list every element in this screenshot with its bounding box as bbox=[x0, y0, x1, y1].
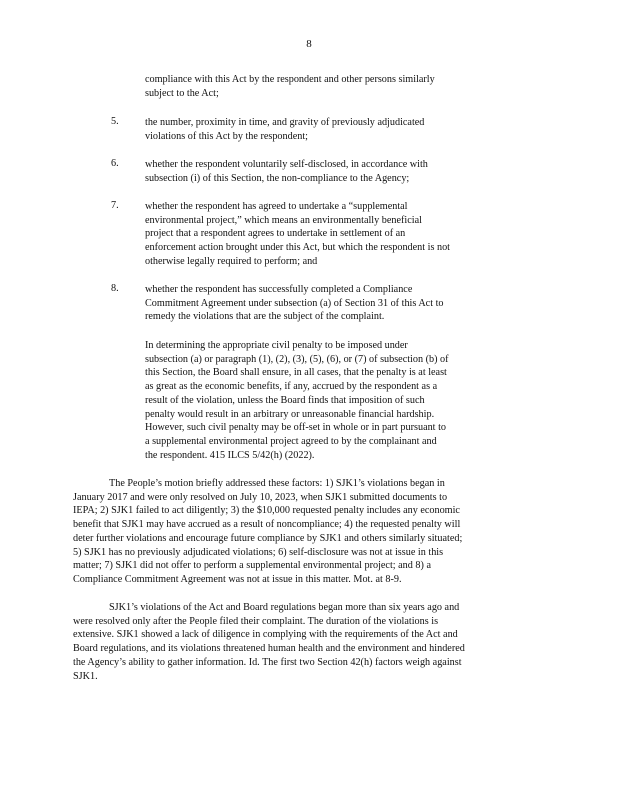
text-line: benefit that SJK1 may have accrued as a result of noncompliance; 4) the requested penalty will bbox=[73, 519, 461, 531]
factor-8-text bbox=[145, 283, 505, 324]
text-line: SJK1’s violations of the Act and Board regulations began more than six years ago and bbox=[109, 602, 460, 613]
text-line: were resolved only after the People filed their complaint. The duration of the violations is bbox=[73, 615, 439, 627]
factor-6-number: 6. bbox=[111, 158, 119, 169]
motion-paragraph bbox=[73, 477, 530, 587]
page-number: 8 bbox=[306, 38, 312, 50]
text-line: violations of this Act by the respondent; bbox=[145, 130, 308, 142]
text-line: In determining the appropriate civil penalty to be imposed under bbox=[145, 340, 408, 351]
factor-6-text bbox=[145, 158, 505, 185]
text-line: However, such civil penalty may be off-set in whole or in part pursuant to bbox=[145, 422, 446, 434]
text-line: otherwise legally required to perform; and bbox=[145, 255, 318, 267]
factor-5-text bbox=[145, 116, 505, 143]
text-line: subsection (a) or paragraph (1), (2), (3), (5), (6), or (7) of subsection (b) of bbox=[145, 353, 449, 365]
text-line: the respondent. 415 ILCS 5/42(h) (2022). bbox=[145, 449, 315, 461]
text-line: deter further violations and encourage future compliance by SJK1 and others similarly situated; bbox=[73, 532, 463, 544]
text-line: Compliance Commitment Agreement was not at issue in this matter. Mot. at 8-9. bbox=[73, 573, 402, 585]
text-line: whether the respondent has agreed to undertake a “supplemental bbox=[145, 201, 408, 212]
text-line: result of the violation, unless the Board finds that imposition of such bbox=[145, 394, 425, 406]
text-line: a supplemental environmental project agreed to by the complainant and bbox=[145, 435, 437, 447]
text-line: the number, proximity in time, and gravity of previously adjudicated bbox=[145, 117, 425, 128]
text-line: enforcement action brought under this Act, but which the respondent is not bbox=[145, 242, 450, 254]
factor-7-number: 7. bbox=[111, 200, 119, 211]
text-line: The People’s motion briefly addressed these factors: 1) SJK1’s violations began in bbox=[109, 478, 445, 489]
text-line: extensive. SJK1 showed a lack of diligence in complying with the requirements of the Act and bbox=[73, 629, 458, 641]
text-line: remedy the violations that are the subject of the complaint. bbox=[145, 311, 385, 323]
text-line: Board regulations, and its violations threatened human health and the environment and hindered bbox=[73, 643, 465, 655]
violations-paragraph bbox=[73, 601, 530, 683]
text-line: project that a respondent agrees to undertake in settlement of an bbox=[145, 228, 406, 240]
text-line: penalty would result in an arbitrary or unreasonable financial hardship. bbox=[145, 408, 435, 420]
text-line: whether the respondent has successfully completed a Compliance bbox=[145, 284, 413, 295]
factor-8-number: 8. bbox=[111, 283, 119, 294]
penalty-determination-text bbox=[145, 339, 505, 462]
text-line: January 2017 and were only resolved on July 10, 2023, when SJK1 submitted documents to bbox=[73, 491, 448, 503]
text-line: 5) SJK1 has no previously adjudicated violations; 6) self-disclosure was not at issue in this bbox=[73, 546, 444, 558]
text-line: environmental project,” which means an environmentally beneficial bbox=[145, 214, 422, 226]
text-line: the Agency’s ability to gather information. Id. The first two Section 42(h) factors weigh against bbox=[73, 656, 462, 668]
text-line: Commitment Agreement under subsection (a) of Section 31 of this Act to bbox=[145, 297, 444, 309]
text-line: subsection (i) of this Section, the non-compliance to the Agency; bbox=[145, 172, 410, 184]
text-line: SJK1. bbox=[73, 670, 98, 682]
text-line: IEPA; 2) SJK1 failed to act diligently; 3) the $10,000 requested penalty includes any economic bbox=[73, 505, 460, 517]
text-line: as great as the economic benefits, if any, accrued by the respondent as a bbox=[145, 381, 438, 393]
factor-5-number: 5. bbox=[111, 116, 119, 127]
text-line: compliance with this Act by the respondent and other persons similarly bbox=[145, 74, 435, 85]
text-line: matter; 7) SJK1 did not offer to perform a supplemental environmental project; and 8) a bbox=[73, 560, 431, 572]
factor-7-text bbox=[145, 200, 507, 269]
text-line: subject to the Act; bbox=[145, 87, 219, 99]
continuation-text bbox=[145, 73, 505, 100]
text-line: whether the respondent voluntarily self-disclosed, in accordance with bbox=[145, 159, 428, 170]
text-line: this Section, the Board shall ensure, in all cases, that the penalty is at least bbox=[145, 367, 447, 379]
